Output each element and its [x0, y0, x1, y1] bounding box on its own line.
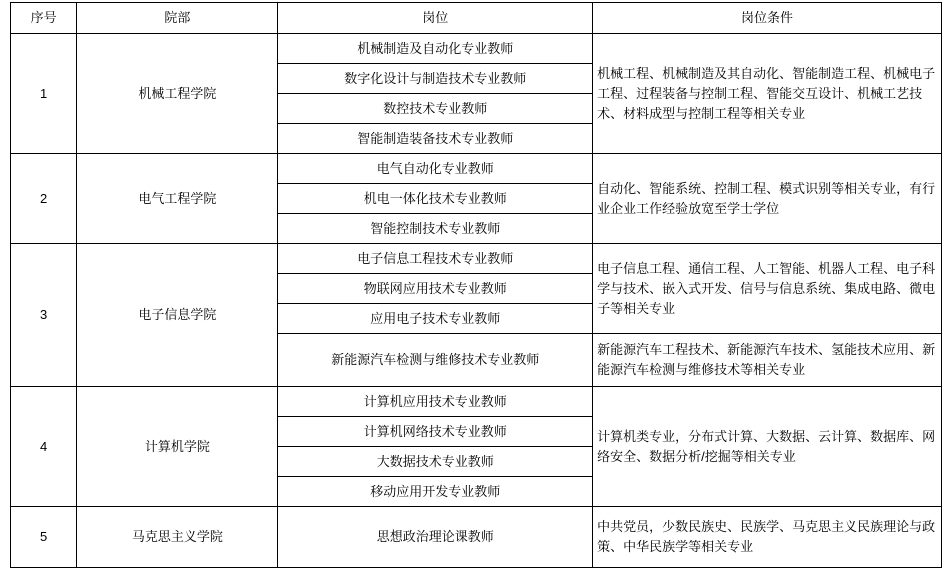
table-header	[11, 3, 942, 34]
cell-no: 2	[11, 154, 77, 244]
cell-no: 4	[11, 387, 77, 507]
cell-post: 数字化设计与制造技术专业教师	[278, 64, 593, 94]
cell-post: 智能制造装备技术专业教师	[278, 124, 593, 154]
cell-condition: 中共党员，少数民族史、民族学、马克思主义民族理论与政策、中华民族学等相关专业	[593, 507, 942, 568]
table-header-row	[11, 3, 942, 34]
table-body	[11, 34, 942, 568]
table-row	[11, 244, 942, 274]
cell-condition: 电子信息工程、通信工程、人工智能、机器人工程、电子科学与技术、嵌入式开发、信号与信息系统、集成电路、微电子等相关专业	[593, 244, 942, 334]
cell-condition: 新能源汽车工程技术、新能源汽车技术、氢能技术应用、新能源汽车检测与维修技术等相关专业	[593, 334, 942, 387]
header-cell-no: 序号	[11, 3, 77, 34]
cell-dept: 电子信息学院	[77, 244, 278, 387]
cell-post: 计算机网络技术专业教师	[278, 417, 593, 447]
cell-dept: 机械工程学院	[77, 34, 278, 154]
cell-no: 3	[11, 244, 77, 387]
cell-post: 机电一体化技术专业教师	[278, 184, 593, 214]
cell-dept: 计算机学院	[77, 387, 278, 507]
cell-post: 大数据技术专业教师	[278, 447, 593, 477]
table-row	[11, 154, 942, 184]
cell-condition: 自动化、智能系统、控制工程、模式识别等相关专业，有行业企业工作经验放宽至学士学位	[593, 154, 942, 244]
cell-no: 1	[11, 34, 77, 154]
cell-post: 应用电子技术专业教师	[278, 304, 593, 334]
cell-post: 物联网应用技术专业教师	[278, 274, 593, 304]
cell-post: 智能控制技术专业教师	[278, 214, 593, 244]
header-cell-dept: 院部	[77, 3, 278, 34]
cell-post: 计算机应用技术专业教师	[278, 387, 593, 417]
cell-post: 新能源汽车检测与维修技术专业教师	[278, 334, 593, 387]
table-row	[11, 34, 942, 64]
cell-post: 思想政治理论课教师	[278, 507, 593, 568]
cell-post: 电气自动化专业教师	[278, 154, 593, 184]
recruitment-table	[10, 2, 942, 568]
header-cell-condition: 岗位条件	[593, 3, 942, 34]
cell-condition: 计算机类专业，分布式计算、大数据、云计算、数据库、网络安全、数据分析/挖掘等相关专业	[593, 387, 942, 507]
cell-no: 5	[11, 507, 77, 568]
table-row	[11, 387, 942, 417]
cell-post: 电子信息工程技术专业教师	[278, 244, 593, 274]
header-cell-post: 岗位	[278, 3, 593, 34]
cell-post: 数控技术专业教师	[278, 94, 593, 124]
cell-post: 机械制造及自动化专业教师	[278, 34, 593, 64]
cell-dept: 电气工程学院	[77, 154, 278, 244]
cell-post: 移动应用开发专业教师	[278, 477, 593, 507]
cell-condition: 机械工程、机械制造及其自动化、智能制造工程、机械电子工程、过程装备与控制工程、智能交互设计、机械工艺技术、材料成型与控制工程等相关专业	[593, 34, 942, 154]
cell-dept: 马克思主义学院	[77, 507, 278, 568]
table-row	[11, 507, 942, 568]
